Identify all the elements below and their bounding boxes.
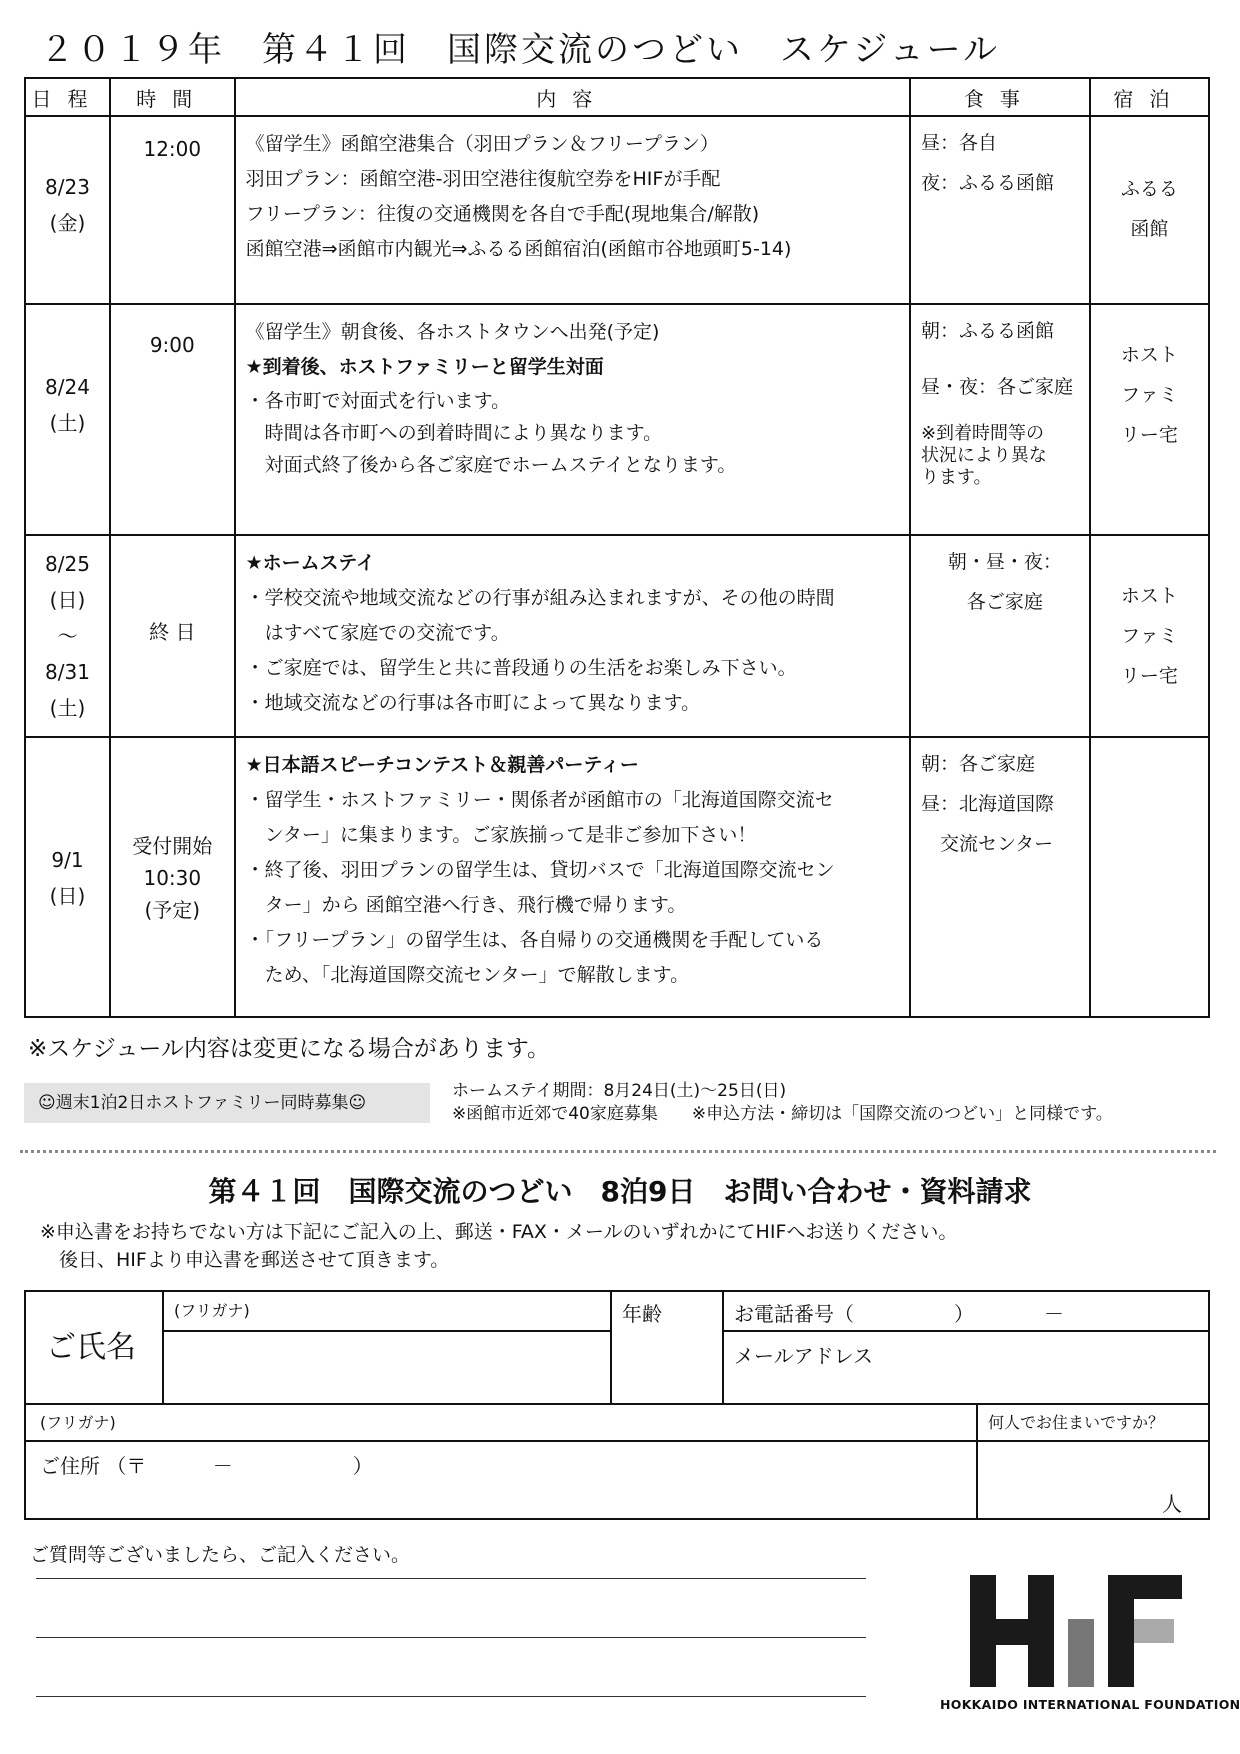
hif-logo — [940, 1575, 1240, 1729]
form-divider — [976, 1440, 1208, 1442]
form-intro — [40, 1218, 957, 1274]
stay-cell — [1090, 304, 1209, 535]
date-cell — [25, 304, 110, 535]
meal-cell — [910, 737, 1090, 1017]
time-cell — [110, 304, 235, 535]
date-line: (日) — [49, 884, 86, 908]
time-cell — [110, 116, 235, 304]
content-cell — [235, 535, 910, 737]
question-line[interactable] — [36, 1696, 866, 1697]
date-line: 9/1 — [51, 848, 84, 872]
homestay-period: ホームステイ期間：8月24日(土)～25日(日) — [452, 1081, 787, 1101]
stay-line: ホスト — [1120, 344, 1178, 366]
schedule-row — [25, 535, 1209, 737]
meal-line: 夜：ふるる函館 — [920, 172, 1054, 194]
header-stay: 宿泊 — [1090, 78, 1209, 116]
question-line[interactable] — [36, 1637, 866, 1638]
content-line: ・ご家庭では、留学生と共に普段通りの生活をお楽しみ下さい。 — [245, 657, 797, 679]
date-line: 8/25 — [45, 552, 90, 576]
form-divider — [722, 1292, 724, 1403]
content-line: ★日本語スピーチコンテスト＆親善パーティー — [245, 754, 639, 776]
date-cell — [25, 535, 110, 737]
form-title: 第４１回 国際交流のつどい 8泊9日 お問い合わせ・資料請求 — [208, 1175, 1032, 1208]
inquiry-form — [24, 1290, 1210, 1520]
content-line: 函館空港⇒函館市内観光⇒ふるる函館宿泊(函館市谷地頭町5-14) — [245, 238, 792, 260]
time-cell — [110, 737, 235, 1017]
hif-logo-caption: HOKKAIDO INTERNATIONAL FOUNDATION — [940, 1697, 1240, 1712]
homestay-recruit-banner: ☺週末1泊2日ホストファミリー同時募集☺ — [24, 1083, 430, 1123]
question-line[interactable] — [36, 1578, 866, 1579]
content-line: 《留学生》函館空港集合（羽田プラン＆フリープラン） — [245, 133, 719, 155]
homestay-recruit-note: ※函館市近郊で40家庭募集 ※申込方法・締切は「国際交流のつどい」と同様です。 — [452, 1104, 1113, 1124]
cut-line-divider — [20, 1150, 1216, 1153]
content-line: ★ホームステイ — [245, 552, 375, 574]
meal-line: 昼：各自 — [920, 132, 997, 154]
form-divider — [26, 1403, 1208, 1405]
date-line: (土) — [49, 411, 86, 435]
content-line: 時間は各市町への到着時間により異なります。 — [245, 422, 663, 444]
meal-cell — [910, 535, 1090, 737]
meal-cell — [910, 116, 1090, 304]
date-line: ～ — [57, 624, 78, 648]
meal-line: 朝・昼・夜： — [947, 551, 1062, 573]
stay-line: ふるる — [1120, 178, 1178, 200]
form-divider — [162, 1292, 164, 1403]
time-line: 10:30 — [143, 866, 202, 890]
name-furigana-label: (フリガナ) — [174, 1301, 250, 1320]
meal-note-line: ※到着時間等の — [920, 423, 1045, 444]
content-line: ・各市町で対面式を行います。 — [245, 390, 511, 412]
schedule-change-note: ※スケジュール内容は変更になる場合があります。 — [28, 1036, 551, 1062]
stay-line: ホスト — [1120, 585, 1178, 607]
date-cell — [25, 737, 110, 1017]
header-meal: 食事 — [910, 78, 1090, 116]
questions-label: ご質問等ございましたら、ご記入ください。 — [30, 1544, 411, 1566]
content-line: ンター」に集まります。ご家族揃って是非ご参加下さい！ — [245, 824, 757, 846]
content-line: ・「フリープラン」の留学生は、各自帰りの交通機関を手配している — [245, 929, 824, 951]
meal-line: 朝：ふるる函館 — [920, 320, 1054, 342]
name-label: ご氏名 — [46, 1330, 136, 1365]
header-time: 時間 — [110, 78, 235, 116]
address-field[interactable] — [40, 1478, 966, 1514]
time-line: (予定) — [144, 898, 201, 922]
meal-line: 昼・夜：各ご家庭 — [920, 376, 1073, 398]
meal-line: 各ご家庭 — [966, 591, 1043, 613]
content-line: はすべて家庭での交流です。 — [245, 622, 510, 644]
stay-cell — [1090, 535, 1209, 737]
address-furigana-label: (フリガナ) — [40, 1413, 116, 1432]
people-unit: 人 — [1162, 1492, 1182, 1516]
content-line: ・地域交流などの行事は各市町によって異なります。 — [245, 692, 701, 714]
email-label: メールアドレス — [734, 1344, 873, 1368]
name-field[interactable] — [174, 1340, 604, 1396]
content-line: フリープラン：往復の交通機関を各自で手配(現地集合/解散) — [245, 203, 760, 225]
content-cell — [235, 116, 910, 304]
date-line: (日) — [49, 588, 86, 612]
header-date: 日程 — [25, 78, 110, 116]
time-line: 受付開始 — [132, 834, 213, 858]
content-line: 対面式終了後から各ご家庭でホームステイとなります。 — [245, 454, 737, 476]
form-divider — [162, 1330, 610, 1332]
date-line: (土) — [49, 696, 86, 720]
schedule-row — [25, 304, 1209, 535]
form-divider — [976, 1403, 978, 1518]
schedule-row — [25, 116, 1209, 304]
address-label: ご住所 （〒 － ） — [40, 1454, 373, 1478]
form-intro-line: 後日、HIFより申込書を郵送させて頂きます。 — [40, 1249, 450, 1271]
content-line: ター」から 函館空港へ行き、飛行機で帰ります。 — [245, 894, 687, 916]
age-field[interactable] — [622, 1328, 716, 1398]
date-line: 8/31 — [45, 660, 90, 684]
form-divider — [610, 1292, 612, 1403]
time-line: 9:00 — [149, 333, 195, 357]
stay-line: ファミ — [1121, 625, 1178, 647]
meal-line: 朝：各ご家庭 — [920, 753, 1035, 775]
homestay-info — [452, 1080, 1113, 1126]
date-line: (金) — [49, 211, 86, 235]
date-line: 8/23 — [45, 175, 90, 199]
content-cell — [235, 304, 910, 535]
schedule-header-row — [25, 78, 1209, 116]
content-cell — [235, 737, 910, 1017]
content-line: ・学校交流や地域交流などの行事が組み込まれますが、その他の時間 — [245, 587, 835, 609]
stay-line: リー宅 — [1120, 665, 1178, 687]
meal-line: 昼：北海道国際 — [920, 793, 1054, 815]
content-line: ・留学生・ホストファミリー・関係者が函館市の「北海道国際交流セ — [245, 789, 834, 811]
content-line: ため、「北海道国際交流センター」で解散します。 — [245, 964, 690, 986]
household-question: 何人でお住まいですか？ — [988, 1413, 1165, 1432]
header-content: 内容 — [235, 78, 910, 116]
schedule-row — [25, 737, 1209, 1017]
content-line: 《留学生》朝食後、各ホストタウンへ出発(予定) — [245, 321, 660, 343]
stay-cell — [1090, 737, 1209, 1017]
meal-note-line: 状況により異な — [920, 445, 1047, 466]
schedule-table — [24, 77, 1210, 1018]
time-line: 終 日 — [149, 620, 196, 644]
stay-line: リー宅 — [1120, 424, 1178, 446]
date-line: 8/24 — [45, 375, 90, 399]
meal-line: 交流センター — [920, 833, 1054, 855]
content-line: ★到着後、ホストファミリーと留学生対面 — [245, 356, 604, 378]
stay-line: ファミ — [1121, 384, 1178, 406]
time-cell — [110, 535, 235, 737]
age-label: 年齢 — [622, 1302, 662, 1326]
form-divider — [722, 1330, 1208, 1332]
meal-note-line: ります。 — [920, 467, 992, 488]
page-title: ２０１９年 第４１回 国際交流のつどい スケジュール — [40, 30, 1000, 70]
content-line: ・終了後、羽田プランの留学生は、貸切バスで「北海道国際交流セン — [245, 859, 835, 881]
stay-cell — [1090, 116, 1209, 304]
stay-line: 函館 — [1130, 218, 1169, 240]
phone-label: お電話番号（ ） － — [734, 1302, 1064, 1326]
form-divider — [26, 1440, 976, 1442]
content-line: 羽田プラン：函館空港-羽田空港往復航空券をHIFが手配 — [245, 168, 721, 190]
form-intro-line: ※申込書をお持ちでない方は下記にご記入の上、郵送・FAX・メールのいずれかにてHIFへお送りください。 — [40, 1221, 958, 1243]
meal-cell — [910, 304, 1090, 535]
time-line: 12:00 — [143, 137, 202, 161]
date-cell — [25, 116, 110, 304]
